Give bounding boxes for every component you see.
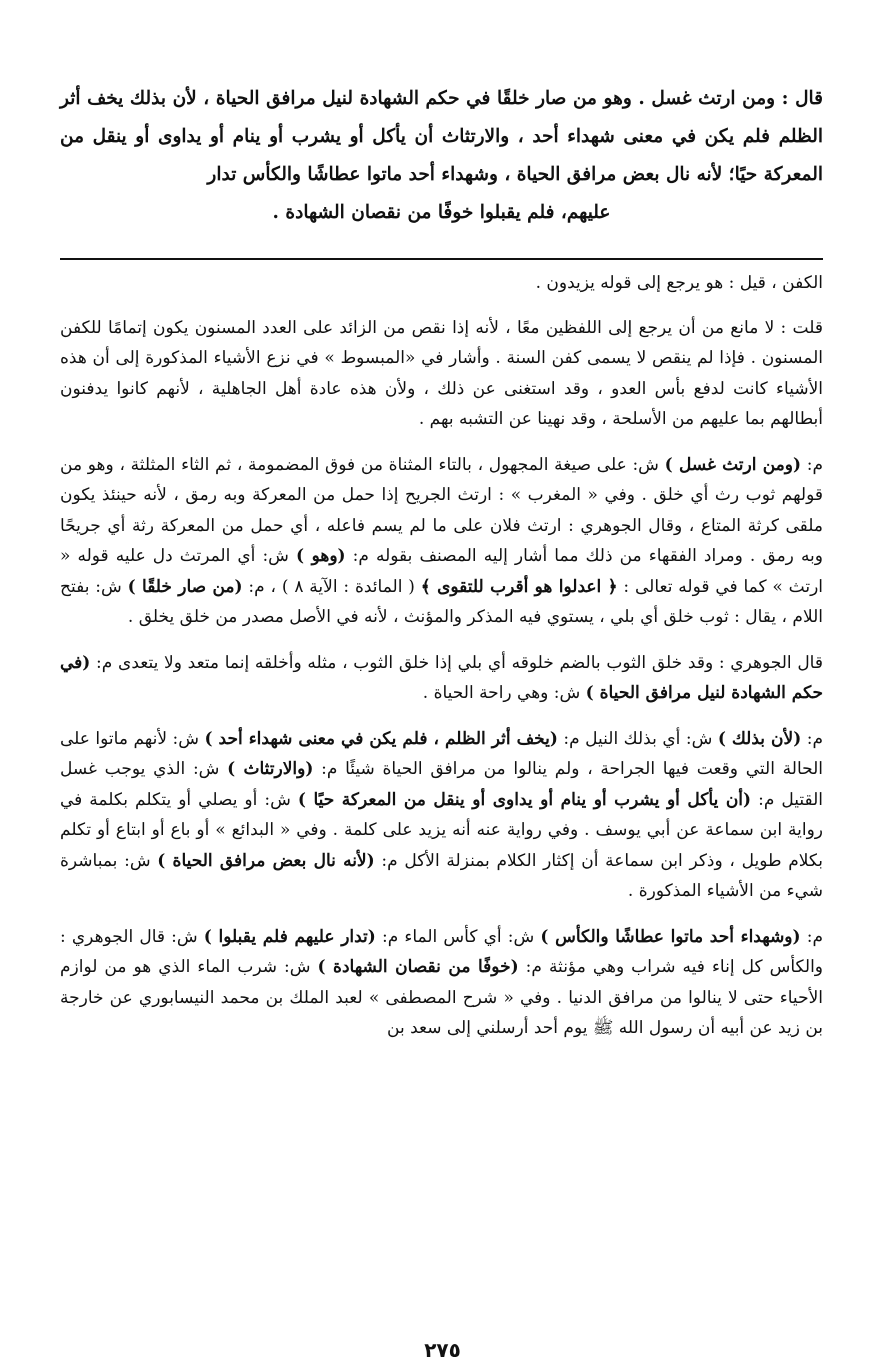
matn-quote: (خوفًا من نقصان الشهادة ) (317, 957, 519, 977)
text-run: ش: أي كأس الماء م: (375, 926, 541, 947)
matn-body: قال : ومن ارتث غسل . وهو من صار خلقًا في حكم الشهادة لنيل مرافق الحياة ، لأن بذلك يخف أثر الظلم فلم يكن في معنى شهداء أحد ، والارتثاث أن يأكل أو يشرب أو ينام أو يداوى أو ينقل من المعركة حيًا؛ لأنه نال بعض مرافق الحياة ، وشهداء أحد ماتوا عطاشًا والكأس تدار (60, 88, 823, 185)
text-run: ش: بفتح اللام ، يقال : ثوب خلق أي بلي ، يستوي فيه المذكر والمؤنث ، لأنه في الأصل مصدر من خلق يخلق . (60, 576, 823, 627)
page-number: ٢٧٥ (424, 1338, 461, 1362)
matn-last-line: عليهم، فلم يقبلوا خوفًا من نقصان الشهادة . (272, 202, 611, 223)
text-run: ش: قال الجوهري : والكأس كل إناء فيه شراب وهي مؤنثة م: (60, 926, 824, 977)
text-run: ( المائدة : الآية ٨ ) ، م: (242, 576, 421, 597)
matn-quote: (أن يأكل أو يشرب أو ينام أو يداوى أو ينقل من المعركة حيًا ) (297, 789, 752, 810)
commentary-paragraph-4 (60, 648, 823, 709)
matn-quote: (وشهداء أحد ماتوا عطاشًا والكأس ) (540, 926, 801, 947)
text-run: ش: أو يصلي أو يتكلم بكلمة في رواية ابن سماعة عن أبي يوسف . وفي رواية عنه أنه يزيد على كلمة . وفي « البدائع » أو باع أو ابتاع أو تكلم بكلام طويل ، وذكر ابن سماعة أن إكثار الكلام بمنزلة الأكل م: (60, 789, 824, 871)
text-run: ش: أي المرتث دل عليه قوله « ارتث » كما في قوله تعالى : (60, 546, 823, 597)
commentary-paragraph-3 (60, 450, 823, 633)
text-run: ش: وهي راحة الحياة . (422, 683, 586, 703)
matn-quote: (والارتثاث ) (227, 759, 314, 779)
text-run: ش: أي بذلك النيل م: (557, 728, 718, 749)
text-run: ش: بمباشرة شيء من الأشياء المذكورة . (60, 850, 823, 901)
commentary-text (60, 268, 823, 1044)
text-run: ش: شرب الماء الذي هو من لوازم الأحياء حتى لا ينالوا من مرافق الدنيا . وفي « شرح المصطفى » لعبد الملك بن محمد النيسابوري عن خارجة بن زيد عن أبيه أن رسول الله ﷺ يوم أحد أرسلني إلى سعد بن (60, 957, 823, 1038)
text-run: ش: على صيغة المجهول ، بالتاء المثناة من فوق المضمومة ، ثم الثاء المثلثة ، وهو من قولهم ثوب رث أي خلق . وفي « المغرب » : ارتث الجريح إذا حمل من المعركة وبه رمق ، لأنه حينئذ يكون ملقى كرثة المتاع ، وقال الجوهري : ارتث فلان على ما لم يسم فاعله ، أي حمل من المعركة رثة أي جريحًا وبه رمق . ومراد الفقهاء من ذلك مما أشار إليه المصنف بقوله م: (60, 454, 823, 566)
matn-quote: (لأنه نال بعض مرافق الحياة ) (157, 850, 375, 871)
commentary-paragraph-2: قلت : لا مانع من أن يرجع إلى اللفظين معًا ، لأنه إذا نقص من الزائد على العدد المسنون يكون إتمامًا للكفن المسنون . فإذا لم ينقص لا يسمى كفن السنة . وأشار في «المبسوط » في نزع الأشياء المذكورة إلى أن هذه الأشياء كانت لدفع بأس العدو ، وقد استغنى عن ذلك ، ولأن هذه عادة أهل الجاهلية ، لأنهم كانوا يدفنون أبطالهم بما عليهم من الأسلحة ، وقد نهينا عن التشبه بهم . (60, 317, 823, 429)
matn-quote: (من صار خلقًا ) (127, 576, 243, 597)
text-run: ش: الذي يوجب غسل القتيل م: (60, 759, 823, 810)
matn-quote: (في حكم الشهادة لنيل مرافق الحياة ) (60, 652, 823, 703)
text-run: م: (801, 454, 823, 475)
text-run: م: (800, 926, 823, 947)
quran-quote: ﴿ اعدلوا هو أقرب للتقوى ﴾ (420, 576, 618, 597)
text-run: ش: لأنهم ماتوا على الحالة التي وقعت فيها الجراحة ، ولم ينالوا من مرافق الحياة شيئًا م: (60, 728, 824, 779)
matn-quote: (ومن ارتث غسل ) (664, 454, 802, 475)
text-run: م: (801, 728, 823, 749)
matn-quote: (لأن بذلك ) (717, 728, 802, 749)
footnote-divider (60, 258, 823, 260)
matn-quote: (يخف أثر الظلم ، فلم يكن في معنى شهداء أحد ) (204, 728, 558, 749)
matn-quote: (تدار عليهم فلم يقبلوا ) (203, 926, 376, 947)
matn-text (60, 80, 823, 232)
matn-quote: (وهو ) (295, 546, 346, 566)
text-run: قال الجوهري : وقد خلق الثوب بالضم خلوقه أي بلي إذا خلق الثوب ، مثله وأخلقه إنما متعد ولا يتعدى م: (90, 652, 823, 673)
commentary-paragraph-6 (60, 922, 823, 1044)
commentary-paragraph-1: الكفن ، قيل : هو يرجع إلى قوله يزيدون . (535, 273, 823, 293)
commentary-paragraph-5 (60, 724, 823, 907)
book-page (60, 80, 823, 1371)
